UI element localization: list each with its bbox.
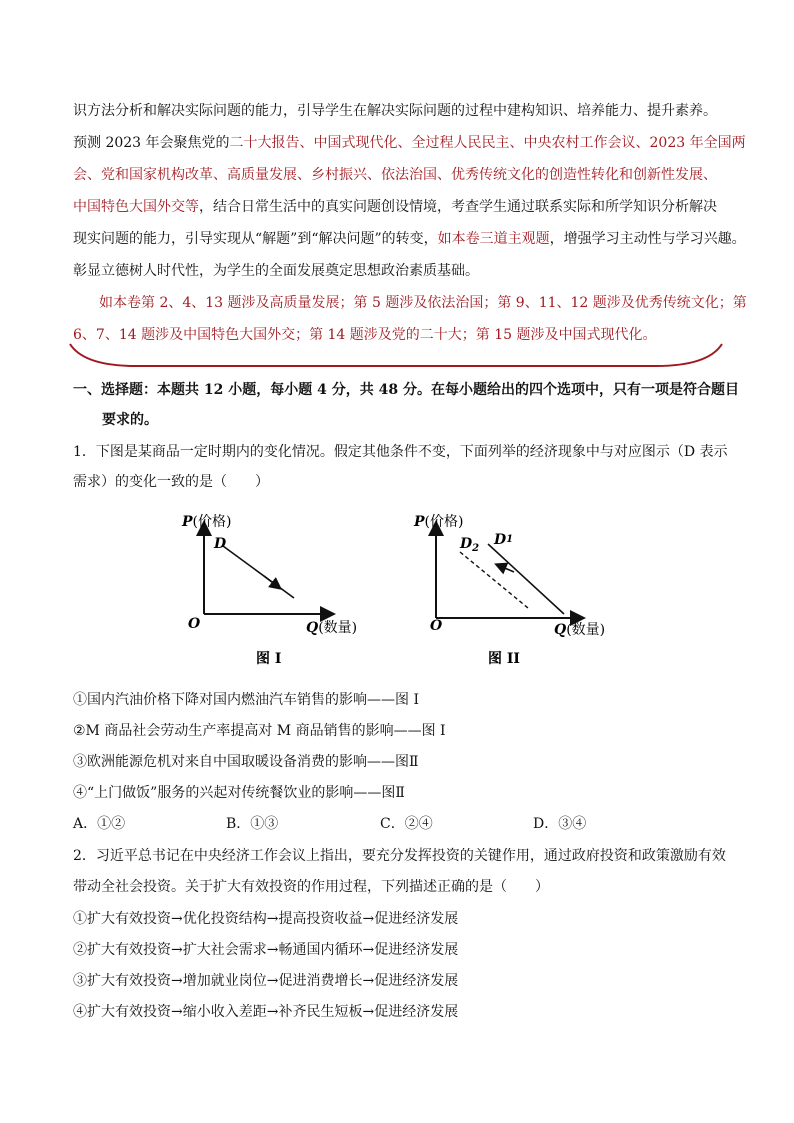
intro-line-5-b: 如本卷三道主观题 [437,231,550,247]
fig2-caption: 图 II [488,651,520,667]
fig2-origin-label: O [430,618,443,634]
fig1-caption: 图 I [256,651,282,667]
fig1-d-label: D [214,536,227,552]
fig2-q-label: Q(数量) [554,622,606,638]
q2-item-4: ④扩大有效投资→缩小收入差距→补齐民生短板→促进经济发展 [73,1004,459,1020]
fig1-q-label: Q(数量) [306,620,358,636]
fig1-origin-label: O [188,616,201,632]
q1-item-3: ③欧洲能源危机对来自中国取暖设备消费的影响——图Ⅱ [73,754,419,770]
fig2-d1-label: D1 [494,532,514,548]
intro-line-4 [73,197,717,217]
q2-stem-line-1: 2．习近平总书记在中央经济工作会议上指出，要充分发挥投资的关键作用，通过政府投资和政策激励有效 [73,848,726,864]
intro-line-4-b: ，结合日常生活中的真实问题创设情境，考查学生通过联系实际和所学知识分析解决 [199,199,717,215]
fig1-demand-curve [223,546,294,598]
section-header-line-1: 一、选择题：本题共 12 小题，每小题 4 分，共 48 分。在每小题给出的四个选项中，只有一项是符合题目 [73,382,739,398]
section-header-line-2: 要求的。 [102,412,158,428]
intro-line-4-a: 中国特色大国外交等 [73,199,199,215]
fig2-d2-label: $D_2$ [460,536,480,554]
q2-item-3: ③扩大有效投资→增加就业岗位→促进消费增长→促进经济发展 [73,973,459,989]
q1-item-1: ①国内汽油价格下降对国内燃油汽车销售的影响——图 I [73,692,419,708]
q2-item-1: ①扩大有效投资→优化投资结构→提高投资收益→促进经济发展 [73,911,459,927]
fig2-demand-curve-d1 [488,544,564,614]
red-curve-divider [66,338,726,372]
intro-line-2-a: 预测 2023 年会聚焦党的 [73,135,230,151]
fig1-movement-arrow [264,576,277,586]
q2-stem-line-2: 带动全社会投资。关于扩大有效投资的作用过程，下列描述正确的是（ ） [73,879,549,895]
fig1-p-label: P(价格) [182,514,232,530]
intro-line-2 [73,133,746,153]
figure-2 [410,508,620,673]
highlight-line-1: 如本卷第 2、4、13 题涉及高质量发展；第 5 题涉及依法治国；第 9、11、12 题涉及优秀传统文化；第 [99,295,747,311]
q1-item-4: ④“上门做饭”服务的兴起对传统餐饮业的影响——图Ⅱ [73,785,405,801]
q1-stem-line-1: 1．下图是某商品一定时期内的变化情况。假定其他条件不变，下面列举的经济现象中与对应图示（D 表示 [73,444,728,460]
q1-option-a[interactable]: A．①② [73,816,126,832]
intro-line-2-b: 二十大报告、中国式现代化、全过程人民民主、中央农村工作会议、2023 年全国两 [229,135,746,151]
figure-1 [178,508,378,673]
fig2-demand-curve-d2 [460,552,528,608]
q1-item-2: ②M 商品社会劳动生产率提高对 M 商品销售的影响——图 I [73,723,446,739]
q1-option-d[interactable]: D．③④ [533,816,587,832]
intro-line-5-c: ，增强学习主动性与学习兴趣。 [549,231,746,247]
intro-line-3: 会、党和国家机构改革、高质量发展、乡村振兴、依法治国、优秀传统文化的创造性转化和创新性发展、 [73,167,717,183]
q1-stem-line-2: 需求）的变化一致的是（ ） [73,474,269,490]
intro-line-1: 识方法分析和解决实际问题的能力，引导学生在解决实际问题的过程中建构知识、培养能力、提升素养。 [73,103,717,119]
q2-item-2: ②扩大有效投资→扩大社会需求→畅通国内循环→促进经济发展 [73,942,459,958]
q1-option-c[interactable]: C．②④ [380,816,433,832]
q1-option-b[interactable]: B．①③ [226,816,279,832]
highlight-line-2: 6、7、14 题涉及中国特色大国外交；第 14 题涉及党的二十大；第 15 题涉及中国式现代化。 [73,327,657,343]
intro-line-5-a: 现实问题的能力，引导实现从“解题”到“解决问题”的转变， [73,231,438,247]
fig2-p-label: P(价格) [414,514,464,530]
intro-line-5 [73,229,746,249]
intro-line-6: 彰显立德树人时代性，为学生的全面发展奠定思想政治素质基础。 [73,263,479,279]
